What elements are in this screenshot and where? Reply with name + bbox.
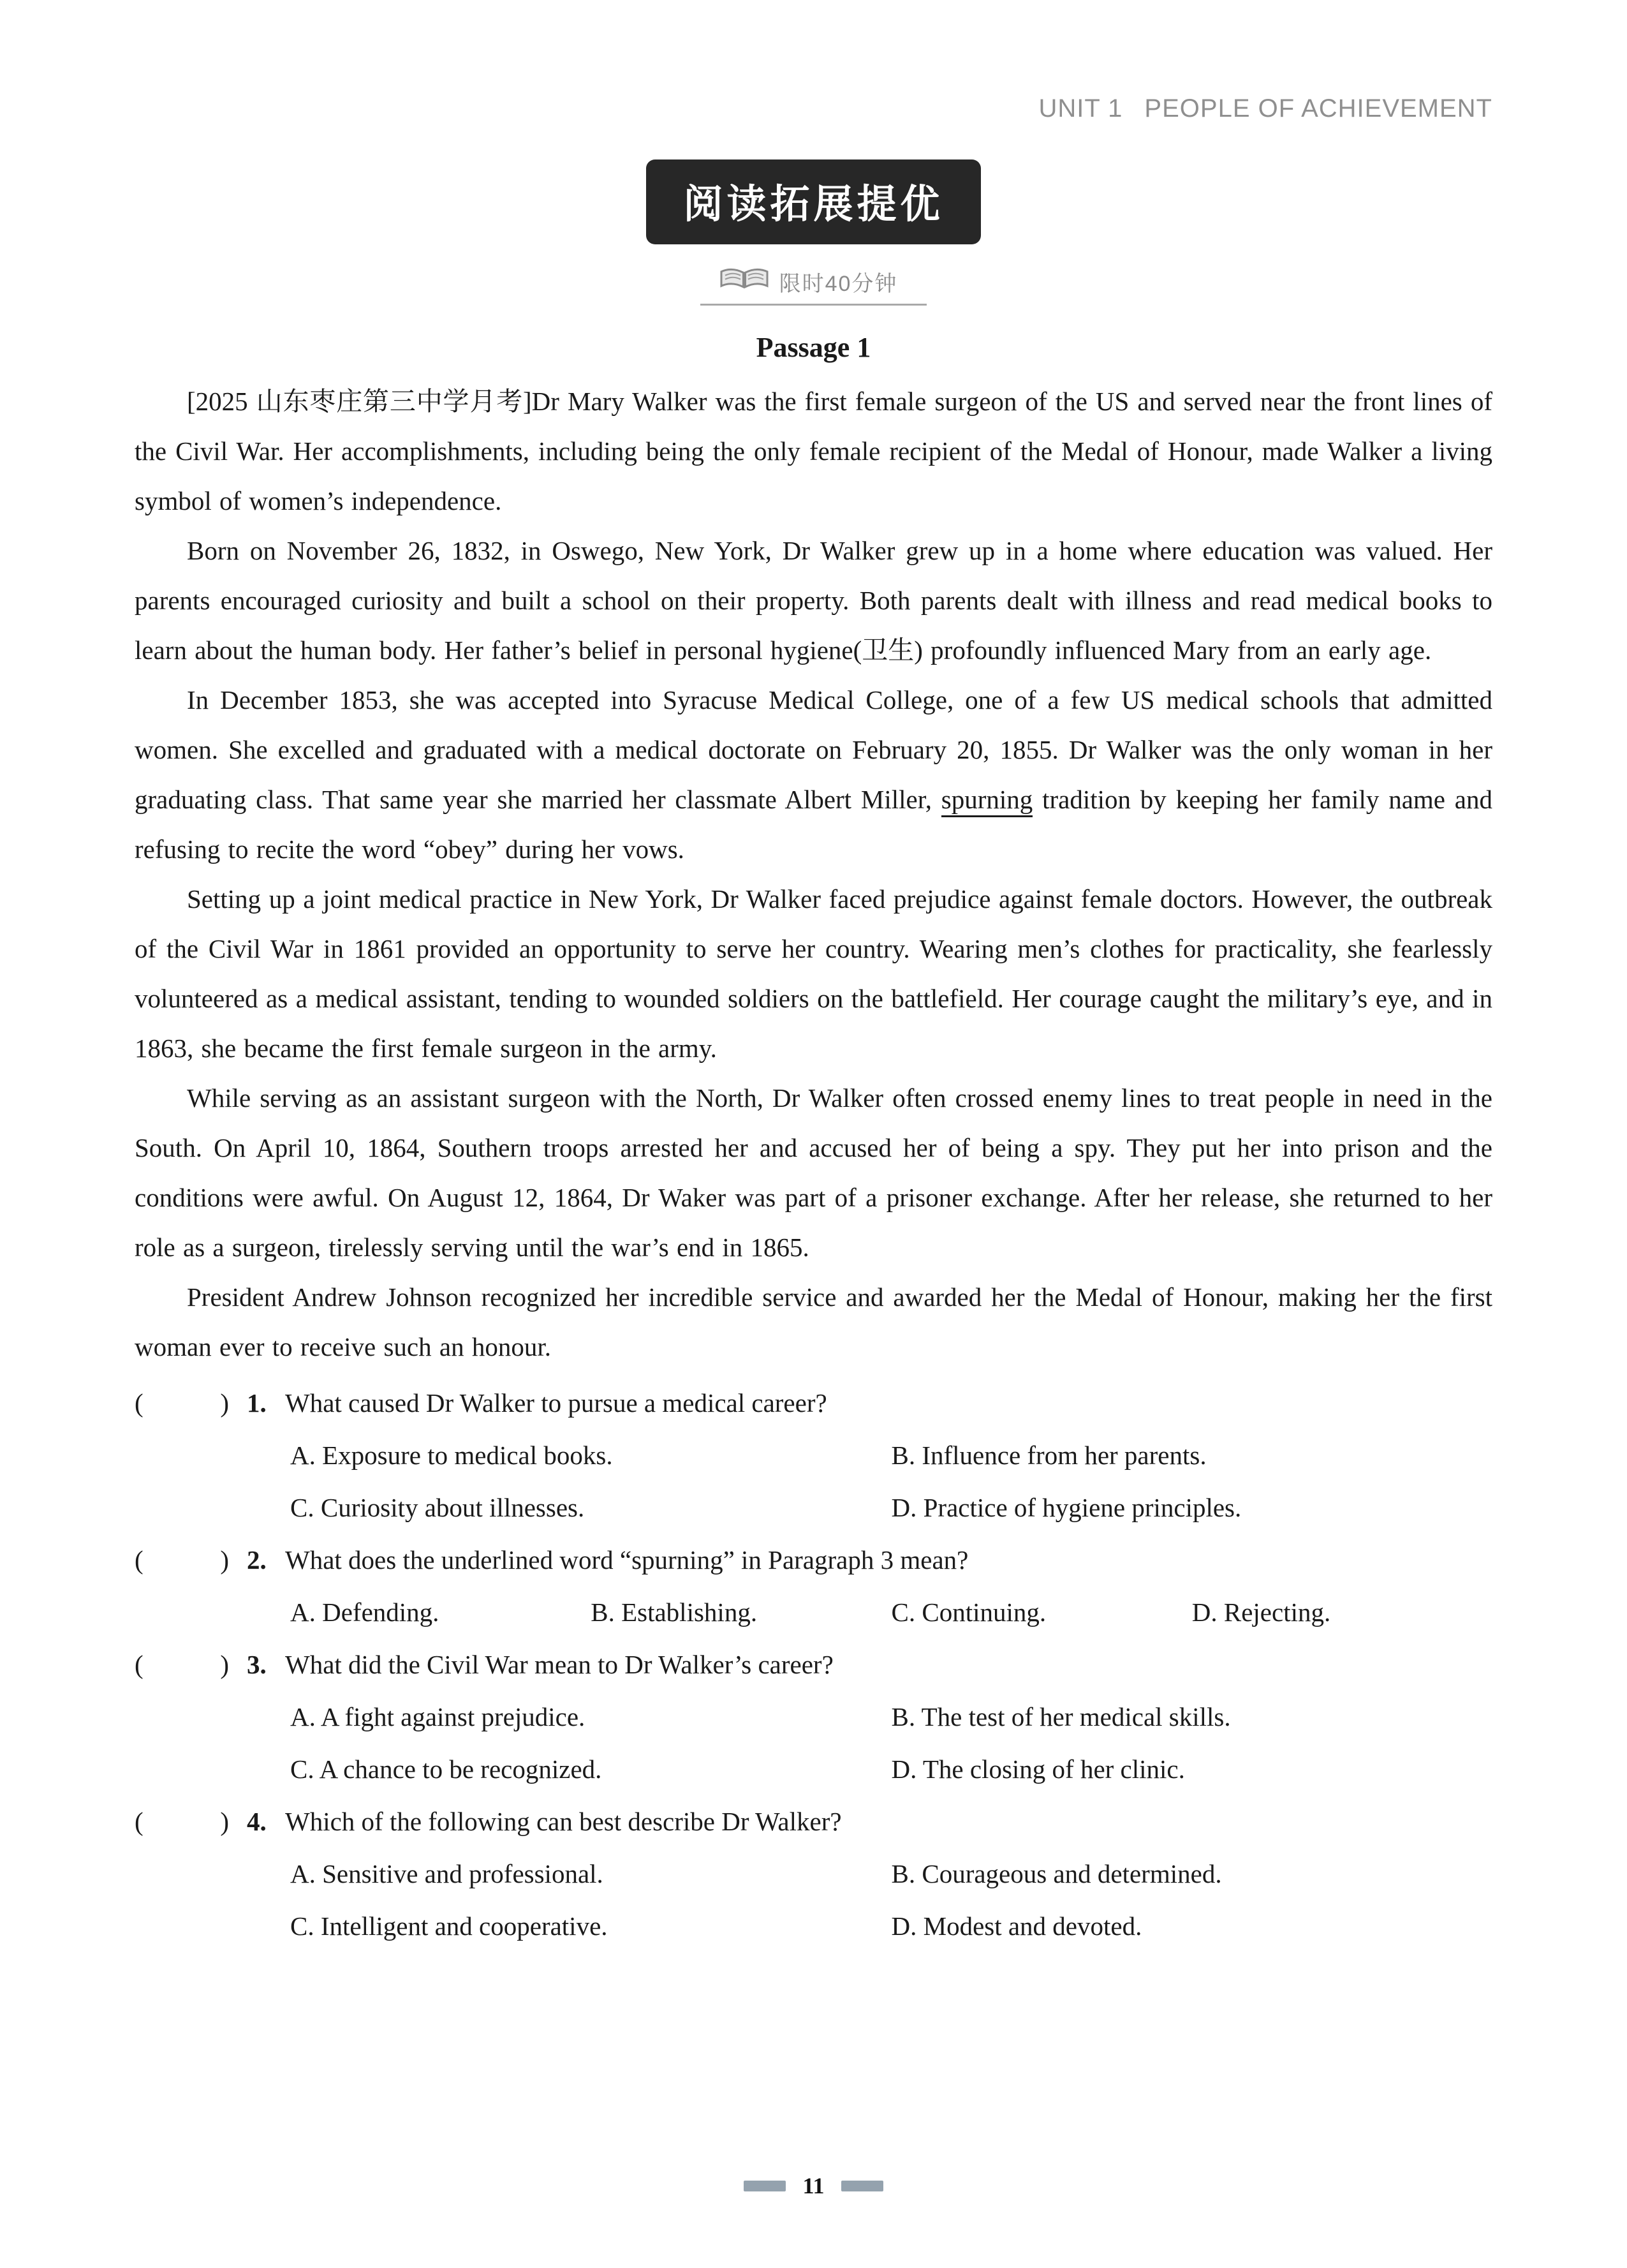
- question: [135, 1377, 1492, 1534]
- bracket-close: ): [220, 1807, 229, 1836]
- option: B. Influence from her parents.: [891, 1441, 1207, 1470]
- question-stem-row: [135, 1638, 1492, 1691]
- option: C. Continuing.: [891, 1597, 1047, 1627]
- unit-title: PEOPLE OF ACHIEVEMENT: [1144, 94, 1492, 122]
- answer-bracket: [135, 1377, 229, 1429]
- bracket-open: (: [135, 1650, 144, 1679]
- footer-bar-right: [841, 2181, 883, 2191]
- page-footer: [0, 2172, 1627, 2199]
- option: A. Sensitive and professional.: [290, 1859, 603, 1888]
- paragraph-text: In December 1853, she was accepted into Syracuse Medical College, one of a few US medical schools that admitted women. She excelled and graduated with a medical doctorate on February 20, 1855. Dr Walker was the only woman in her graduating class. That same year she married her classmate Albert Miller,: [135, 685, 1492, 814]
- passage-paragraph: [135, 526, 1492, 675]
- question-stem-row: [135, 1377, 1492, 1429]
- passage-paragraph: [135, 675, 1492, 874]
- answer-bracket: [135, 1795, 229, 1848]
- question-number: 2.: [247, 1545, 267, 1575]
- unit-label: UNIT 1: [1038, 94, 1123, 122]
- questions: [135, 1377, 1492, 1952]
- answer-bracket: [135, 1534, 229, 1586]
- paragraph-text: Setting up a joint medical practice in New York, Dr Walker faced prejudice against female doctors. However, the outbreak of the Civil War in 1861 provided an opportunity to serve her country. Wearing men’s clothes for practicality, she fearlessly volunteered as a medical assistant, tending to wounded soldiers on the battlefield. Her courage caught the military’s eye, and in 1863, she became the first female surgeon in the army.: [135, 884, 1492, 1063]
- question-stem-row: [135, 1795, 1492, 1848]
- passage-paragraph: [135, 376, 1492, 526]
- question-stem-row: [135, 1534, 1492, 1586]
- passage-heading: Passage 1: [756, 332, 871, 363]
- option: A. A fight against prejudice.: [290, 1702, 585, 1731]
- time-limit: [700, 266, 927, 306]
- option: D. Practice of hygiene principles.: [891, 1493, 1242, 1522]
- footer-bar-left: [744, 2181, 786, 2191]
- question-stem: Which of the following can best describe Dr Walker?: [285, 1807, 842, 1836]
- bracket-open: (: [135, 1388, 144, 1418]
- paragraph-text: Born on November 26, 1832, in Oswego, New York, Dr Walker grew up in a home where education was valued. Her parents encouraged curiosity and built a school on their property. Both parents dealt with illness and read medical books to learn about the human body. Her father’s belief in personal hygiene(卫生) profoundly influenced Mary from an early age.: [135, 536, 1492, 665]
- option: C. Intelligent and cooperative.: [290, 1911, 608, 1941]
- question: [135, 1534, 1492, 1638]
- paragraph-text: tradition by keeping her family name and refusing to recite the word “obey” during her vows.: [135, 785, 1492, 864]
- bracket-open: (: [135, 1807, 144, 1836]
- page-header: [1038, 94, 1492, 123]
- question-number: 4.: [247, 1807, 267, 1836]
- option: C. Curiosity about illnesses.: [290, 1493, 585, 1522]
- option: B. The test of her medical skills.: [891, 1702, 1231, 1731]
- option: A. Defending.: [290, 1597, 439, 1627]
- option: D. Modest and devoted.: [891, 1911, 1142, 1941]
- time-limit-wrap: [135, 266, 1492, 306]
- option: B. Establishing.: [591, 1597, 758, 1627]
- bracket-close: ): [220, 1388, 229, 1418]
- options: [290, 1586, 1492, 1638]
- passage-body: [135, 376, 1492, 1372]
- underlined-word: spurning: [941, 785, 1033, 817]
- time-limit-text: 限时40分钟: [779, 272, 898, 296]
- open-book-icon: [719, 267, 769, 297]
- passage-paragraph: [135, 874, 1492, 1073]
- question-number: 1.: [247, 1388, 267, 1418]
- question-number: 3.: [247, 1650, 267, 1679]
- section-title: 阅读拓展提优: [646, 159, 980, 244]
- question-stem: What did the Civil War mean to Dr Walker’s career?: [285, 1650, 834, 1679]
- passage-paragraph: [135, 1272, 1492, 1372]
- paragraph-text: President Andrew Johnson recognized her incredible service and awarded her the Medal of Honour, making her the first woman ever to receive such an honour.: [135, 1282, 1492, 1361]
- question-stem: What caused Dr Walker to pursue a medical career?: [285, 1388, 827, 1418]
- passage-paragraph: [135, 1073, 1492, 1272]
- paragraph-text: [2025 山东枣庄第三中学月考]Dr Mary Walker was the first female surgeon of the US and served near the front lines of the Civil War. Her accomplishments, including being the only female recipient of the Medal of Honour, made Walker a living symbol of women’s independence.: [135, 387, 1492, 515]
- options: [290, 1429, 1492, 1534]
- page-number: 11: [802, 2173, 825, 2198]
- question-stem: What does the underlined word “spurning” in Paragraph 3 mean?: [285, 1545, 969, 1575]
- bracket-close: ): [220, 1545, 229, 1575]
- options: [290, 1848, 1492, 1952]
- answer-bracket: [135, 1638, 229, 1691]
- option: B. Courageous and determined.: [891, 1859, 1222, 1888]
- option: D. The closing of her clinic.: [891, 1754, 1185, 1784]
- question: [135, 1795, 1492, 1952]
- question: [135, 1638, 1492, 1795]
- paragraph-text: While serving as an assistant surgeon with the North, Dr Walker often crossed enemy lines to treat people in need in the South. On April 10, 1864, Southern troops arrested her and accused her of being a spy. They put her into prison and the conditions were awful. On August 12, 1864, Dr Waker was part of a prisoner exchange. After her release, she returned to her role as a surgeon, tirelessly serving until the war’s end in 1865.: [135, 1083, 1492, 1262]
- option: C. A chance to be recognized.: [290, 1754, 602, 1784]
- option: A. Exposure to medical books.: [290, 1441, 613, 1470]
- bracket-open: (: [135, 1545, 144, 1575]
- option: D. Rejecting.: [1191, 1597, 1331, 1627]
- options: [290, 1691, 1492, 1795]
- bracket-close: ): [220, 1650, 229, 1679]
